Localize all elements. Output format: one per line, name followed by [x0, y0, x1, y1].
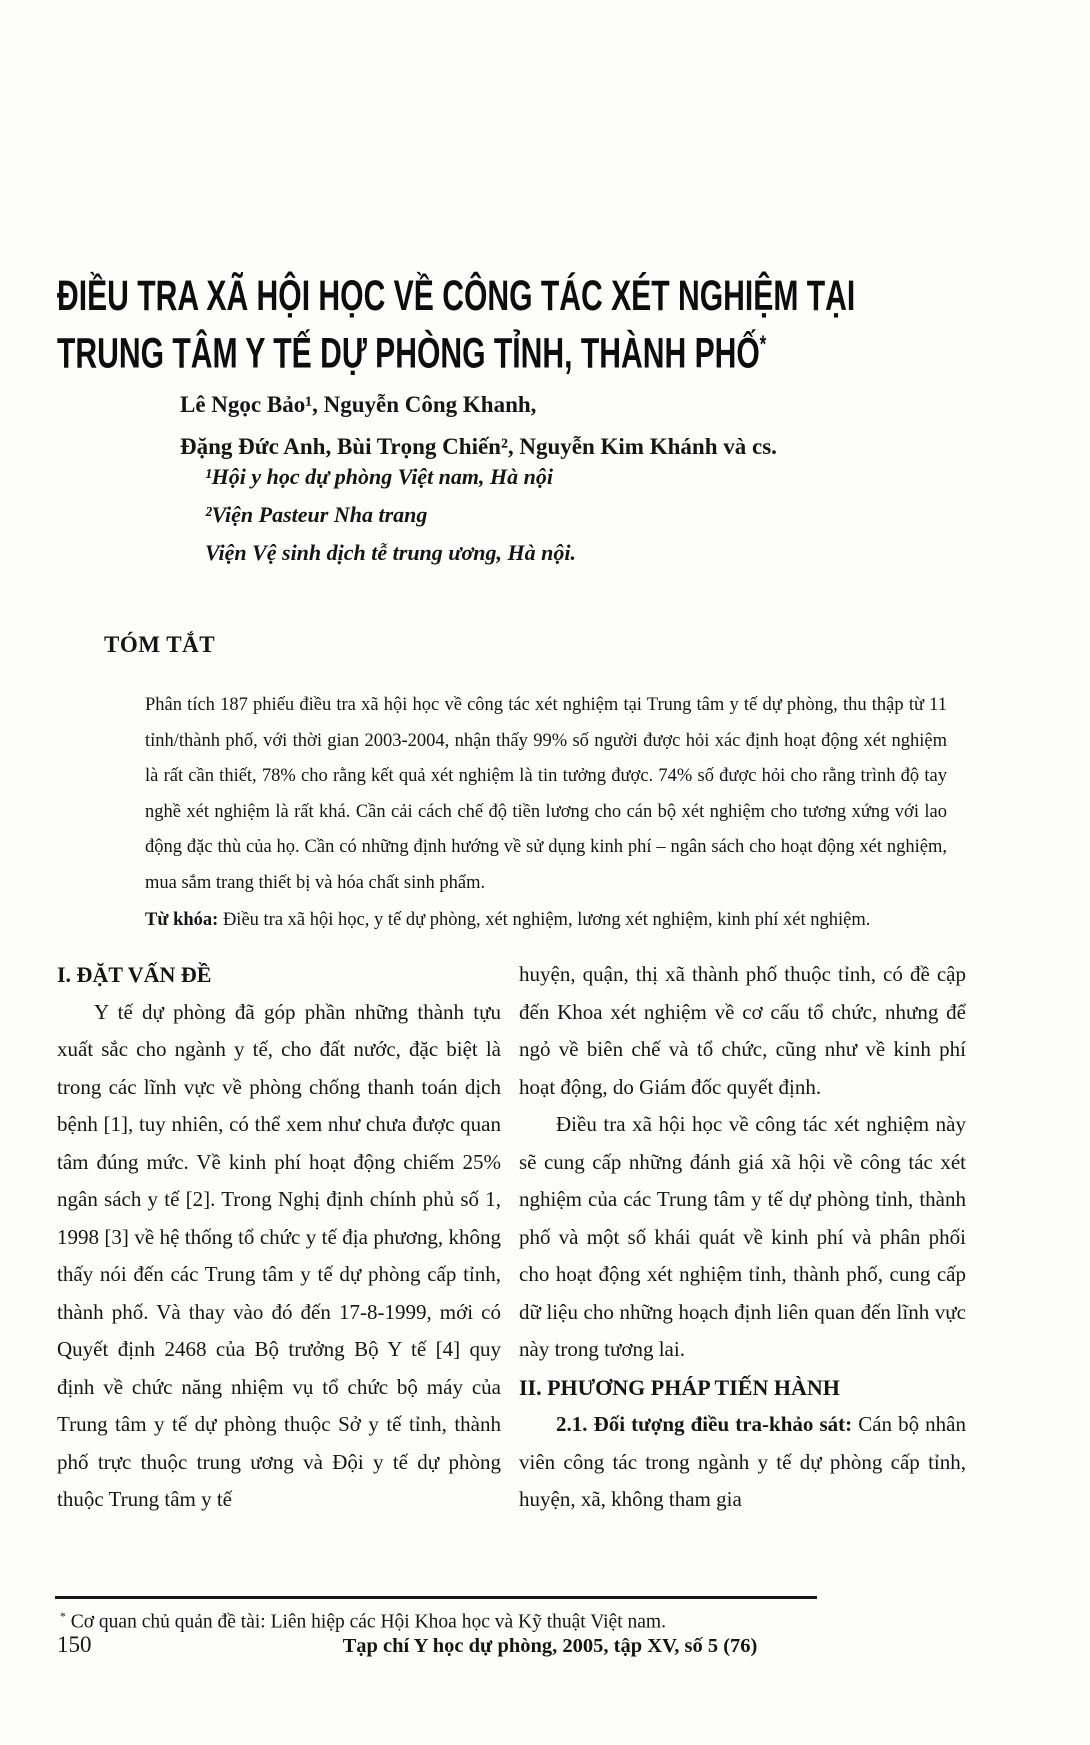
article-title-line2	[57, 321, 767, 378]
body-column-right	[519, 956, 966, 1519]
footnote-divider	[55, 1596, 817, 1599]
abstract-text: Phân tích 187 phiếu điều tra xã hội học về công tác xét nghiệm tại Trung tâm y tế dự phòng, thu thập từ 11 tỉnh/thành phố, với thời gian 2003-2004, nhận thấy 99% số người được hỏi xác định hoạt động xét nghiệm là rất cần thiết, 78% cho rằng kết quả xét nghiệm là tin tưởng được. 74% số được hỏi cho rằng trình độ tay nghề xét nghiệm là rất khá. Cần cải cách chế độ tiền lương cho cán bộ xét nghiệm cho tương xứng với lao động đặc thù của họ. Cần có những định hướng về sử dụng kinh phí – ngân sách cho hoạt động xét nghiệm, mua sắm trang thiết bị và hóa chất sinh phẩm.	[145, 695, 947, 893]
title-footnote-marker: *	[759, 332, 767, 358]
intro-paragraph-right-2: Điều tra xã hội học về công tác xét nghiệm này sẽ cung cấp những đánh giá xã hội về công tác xét nghiệm của các Trung tâm y tế dự phòng tỉnh, thành phố và một số khái quát về kinh phí và phân phối cho hoạt động xét nghiệm tỉnh, thành phố, cung cấp dữ liệu cho những hoạch định liên quan đến lĩnh vực này trong tương lai.	[519, 1112, 966, 1361]
methods-subheading: 2.1. Đối tượng điều tra-khảo sát:	[556, 1412, 853, 1436]
body-column-left	[57, 956, 501, 1519]
author-line: Lê Ngọc Bảo¹, Nguyễn Công Khanh,	[180, 392, 537, 417]
methods-paragraph	[519, 1406, 966, 1519]
author-line: Đặng Đức Anh, Bùi Trọng Chiến², Nguyễn Kim Khánh và cs.	[180, 434, 777, 459]
footnote-text: Cơ quan chủ quản đề tài: Liên hiệp các Hội Khoa học và Kỹ thuật Việt nam.	[65, 1611, 666, 1633]
keywords-text: Điều tra xã hội học, y tế dự phòng, xét nghiệm, lương xét nghiệm, kinh phí xét nghiệm.	[218, 910, 871, 930]
footnote	[60, 1604, 880, 1636]
keywords-label: Từ khóa:	[145, 910, 219, 930]
footnote-marker: *	[60, 1610, 66, 1623]
affiliation-list	[205, 458, 905, 572]
keywords-line	[145, 903, 947, 939]
methods-text: Cán bộ nhân viên công tác trong ngành y tế dự phòng cấp tỉnh, huyện, xã, không tham gia	[519, 1412, 966, 1511]
intro-paragraph-left: Y tế dự phòng đã góp phần những thành tựu xuất sắc cho ngành y tế, cho đất nước, đặc biệt là trong các lĩnh vực về phòng chống thanh toán dịch bệnh [1], tuy nhiên, có thể xem như chưa được quan tâm đúng mức. Về kinh phí hoạt động chiếm 25% ngân sách y tế [2]. Trong Nghị định chính phủ số 1, 1998 [3] về hệ thống tổ chức y tế địa phương, không thấy nói đến các Trung tâm y tế dự phòng cấp tỉnh, thành phố. Và thay vào đó đến 17-8-1999, mới có Quyết định 2468 của Bộ trưởng Bộ Y tế [4] quy định về chức năng nhiệm vụ tổ chức bộ máy của Trung tâm y tế dự phòng thuộc Sở y tế tỉnh, thành phố trực thuộc trung ương và Đội y tế dự phòng thuộc Trung tâm y tế	[57, 999, 501, 1511]
intro-paragraph-right-continuation: huyện, quận, thị xã thành phố thuộc tỉnh, có đề cập đến Khoa xét nghiệm về cơ cấu tổ chức, nhưng để ngỏ về biên chế và tổ chức, cũng như về kinh phí hoạt động, do Giám đốc quyết định.	[519, 962, 966, 1099]
section-heading-methods: II. PHƯƠNG PHÁP TIẾN HÀNH	[519, 1374, 840, 1400]
affiliation-line: ²Viện Pasteur Nha trang	[205, 502, 428, 527]
abstract	[145, 688, 947, 939]
section-heading-intro: I. ĐẶT VẤN ĐỀ	[57, 962, 212, 987]
article-title-line2-text: TRUNG TÂM Y TẾ DỰ PHÒNG TỈNH, THÀNH PHỐ	[57, 329, 760, 378]
affiliation-line: ¹Hội y học dự phòng Việt nam, Hà nội	[205, 464, 553, 489]
article-title	[57, 272, 1057, 378]
author-list	[180, 384, 940, 468]
article-title-line1: ĐIỀU TRA XÃ HỘI HỌC VỀ CÔNG TÁC XÉT NGHIỆM TẠI	[57, 272, 856, 320]
abstract-heading: TÓM TẮT	[104, 632, 216, 657]
affiliation-line: Viện Vệ sinh dịch tễ trung ương, Hà nội.	[205, 540, 576, 565]
journal-citation: Tạp chí Y học dự phòng, 2005, tập XV, số 5 (76)	[342, 1635, 758, 1657]
page-number: 150	[57, 1632, 92, 1657]
